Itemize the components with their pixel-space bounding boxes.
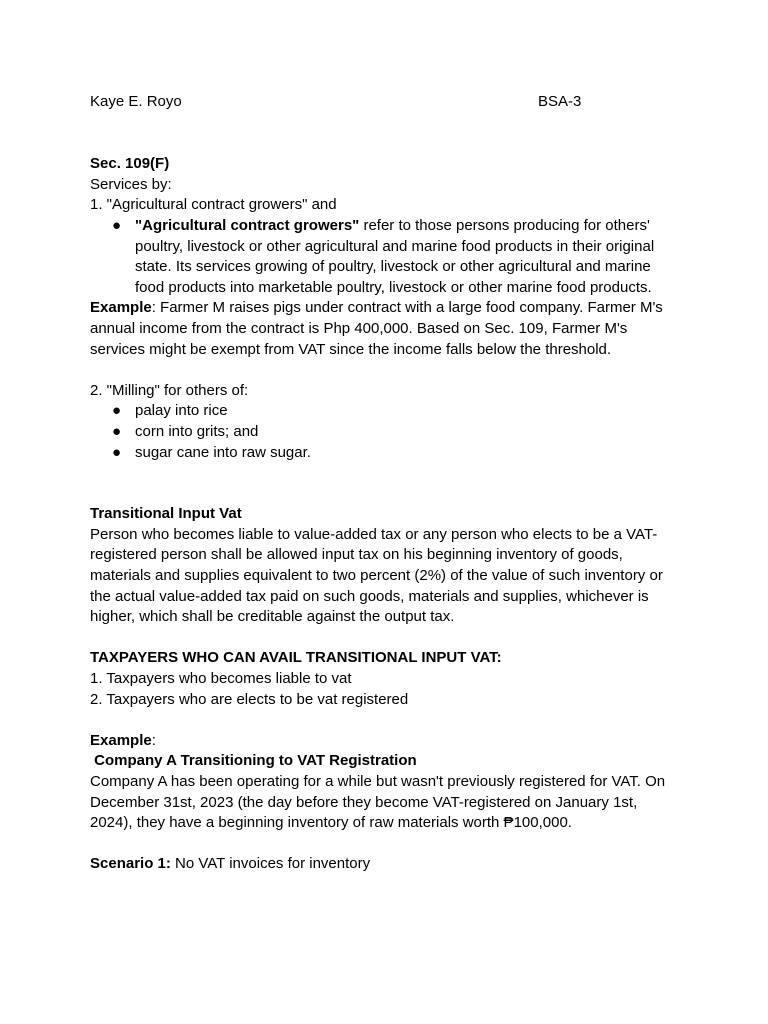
milling-item-text: sugar cane into raw sugar. xyxy=(135,443,311,461)
spacer xyxy=(90,710,680,731)
example-label: Example xyxy=(90,299,152,317)
bullet-icon: ● xyxy=(112,443,122,461)
example2-label-line xyxy=(90,731,680,752)
example-text: : Farmer M raises pigs under contract with a large food company. Farmer M's annual income from the contract is Php 400,000. Based on Sec. 109, Farmer M's services might be exempt from VAT since the income falls below the threshold. xyxy=(90,299,663,358)
spacer xyxy=(90,834,680,855)
taxpayer-item: 2. Taxpayers who are elects to be vat registered xyxy=(90,690,409,708)
example-paragraph xyxy=(90,298,680,360)
bullet-icon: ● xyxy=(112,422,122,440)
example2-label: Example xyxy=(90,731,152,749)
spacer xyxy=(90,463,680,504)
definition-term: "Agricultural contract growers" xyxy=(135,216,360,234)
taxpayer-item: 1. Taxpayers who becomes liable to vat xyxy=(90,670,352,688)
milling-list xyxy=(90,401,680,463)
definition-text: refer to those persons producing for others' poultry, livestock or other agricultural and marine food products in their original state. Its services growing of poultry, livestock or other agricultural and marine food products into marketable poultry, livestock or other marine food products. xyxy=(135,216,655,296)
list-item xyxy=(90,422,680,443)
document-header xyxy=(90,92,680,113)
services-by-label: Services by: xyxy=(90,175,172,193)
example2-subheading: Company A Transitioning to VAT Registration xyxy=(90,752,417,770)
list-item xyxy=(90,443,680,464)
transitional-heading: Transitional Input Vat xyxy=(90,505,242,523)
student-section: BSA-3 xyxy=(538,93,582,110)
example2-body: Company A has been operating for a while but wasn't previously registered for VAT. On December 31st, 2023 (the day before they become VAT-registered on January 1st, 2024), they have a beginning inventory of raw materials worth ₱100,000. xyxy=(90,773,666,832)
milling-item-text: palay into rice xyxy=(135,402,228,420)
example2-colon: : xyxy=(151,731,156,749)
sec109f-heading: Sec. 109(F) xyxy=(90,155,170,173)
bullet-icon: ● xyxy=(112,216,122,234)
definition-list xyxy=(90,216,680,298)
spacer xyxy=(90,360,680,381)
document-page xyxy=(90,92,680,875)
spacer xyxy=(90,628,680,649)
scenario-label: Scenario 1: xyxy=(90,855,171,873)
scenario-text: No VAT invoices for inventory xyxy=(170,855,371,873)
taxpayers-heading: TAXPAYERS WHO CAN AVAIL TRANSITIONAL INPUT VAT: xyxy=(90,649,502,667)
transitional-body: Person who becomes liable to value-added tax or any person who elects to be a VAT-registered person shall be allowed input tax on his beginning inventory of goods, materials and supplies equivalent to two percent (2%) of the value of such inventory or the actual value-added tax paid on such goods, materials and supplies, whichever is higher, which shall be creditable against the output tax. xyxy=(90,525,663,626)
item-milling: 2. "Milling" for others of: xyxy=(90,381,249,399)
definition-bullet-item xyxy=(90,216,680,298)
spacer xyxy=(90,113,680,154)
student-name: Kaye E. Royo xyxy=(90,93,182,110)
bullet-icon: ● xyxy=(112,402,122,420)
scenario-line xyxy=(90,854,680,875)
milling-item-text: corn into grits; and xyxy=(135,422,259,440)
item-agricultural-contract-growers: 1. "Agricultural contract growers" and xyxy=(90,196,337,214)
list-item xyxy=(90,401,680,422)
